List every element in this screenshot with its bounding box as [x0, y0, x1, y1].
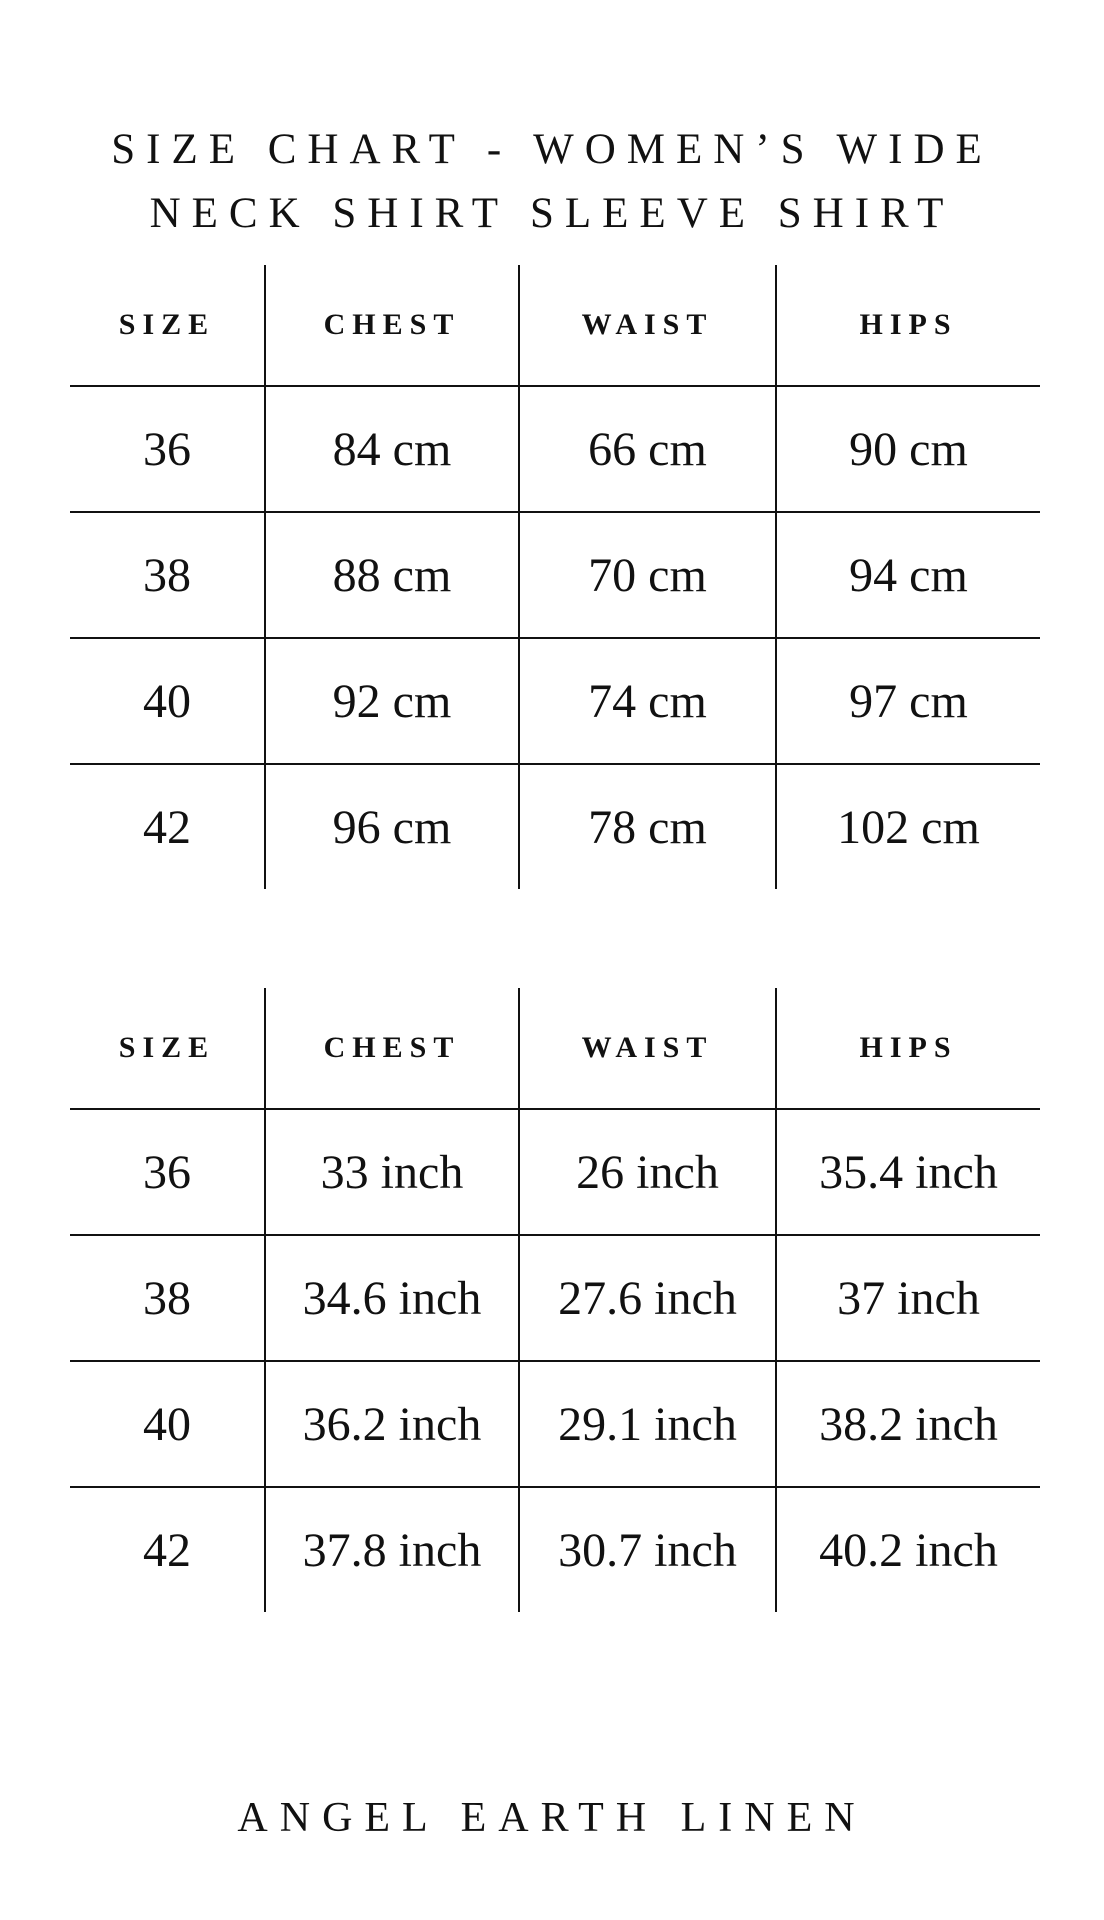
cell-size: 36: [70, 386, 265, 512]
cell-waist: 26 inch: [519, 1109, 776, 1235]
header-waist: WAIST: [519, 265, 776, 386]
cell-waist: 70 cm: [519, 512, 776, 638]
cell-hips: 90 cm: [776, 386, 1040, 512]
cell-chest: 34.6 inch: [265, 1235, 519, 1361]
cell-size: 40: [70, 638, 265, 764]
cell-waist: 78 cm: [519, 764, 776, 889]
title-line-1: SIZE CHART - WOMEN’S WIDE: [111, 126, 993, 173]
cell-hips: 37 inch: [776, 1235, 1040, 1361]
table-row: [70, 1109, 1040, 1235]
cell-size: 38: [70, 512, 265, 638]
table-row: [70, 386, 1040, 512]
header-chest: CHEST: [265, 988, 519, 1109]
cell-size: 42: [143, 800, 191, 854]
cell-waist: 30.7 inch: [519, 1487, 776, 1612]
brand-name: ANGEL EARTH LINEN: [237, 1795, 867, 1841]
cell-hips: 102 cm: [776, 764, 1040, 889]
header-size: SIZE: [70, 265, 265, 386]
cell-waist: 66 cm: [519, 386, 776, 512]
cell-chest: 37.8 inch: [265, 1487, 519, 1612]
size-table-inch: [70, 988, 1040, 1612]
cell-size: 38: [70, 1235, 265, 1361]
cell-waist: 29.1 inch: [519, 1361, 776, 1487]
cell-chest: 92 cm: [265, 638, 519, 764]
cell-hips: 94 cm: [776, 512, 1040, 638]
cell-hips: 40.2 inch: [776, 1487, 1040, 1612]
table-header-row: [70, 265, 1040, 386]
table-row: [70, 764, 1040, 889]
header-waist: WAIST: [519, 988, 776, 1109]
cell-size: 42: [143, 1523, 191, 1577]
cell-chest: 96 cm: [265, 764, 519, 889]
header-chest: CHEST: [265, 265, 519, 386]
header-hips: HIPS: [776, 265, 1040, 386]
table-row: [70, 1361, 1040, 1487]
cell-chest: 36.2 inch: [265, 1361, 519, 1487]
cell-hips: 97 cm: [776, 638, 1040, 764]
cell-waist: 74 cm: [519, 638, 776, 764]
table-row: [70, 1235, 1040, 1361]
header-size: SIZE: [70, 988, 265, 1109]
table-row: [70, 512, 1040, 638]
cell-size: 40: [70, 1361, 265, 1487]
table-row: [70, 1487, 1040, 1612]
cell-hips: 38.2 inch: [776, 1361, 1040, 1487]
table-header-row: [70, 988, 1040, 1109]
cell-waist: 27.6 inch: [519, 1235, 776, 1361]
page-title: [0, 118, 1104, 246]
title-line-2: NECK SHIRT SLEEVE SHIRT: [149, 190, 955, 237]
cell-chest: 33 inch: [265, 1109, 519, 1235]
cell-size: 36: [70, 1109, 265, 1235]
table-row: [70, 638, 1040, 764]
header-hips: HIPS: [776, 988, 1040, 1109]
cell-hips: 35.4 inch: [776, 1109, 1040, 1235]
size-table-cm: [70, 265, 1040, 889]
cell-chest: 84 cm: [265, 386, 519, 512]
cell-chest: 88 cm: [265, 512, 519, 638]
